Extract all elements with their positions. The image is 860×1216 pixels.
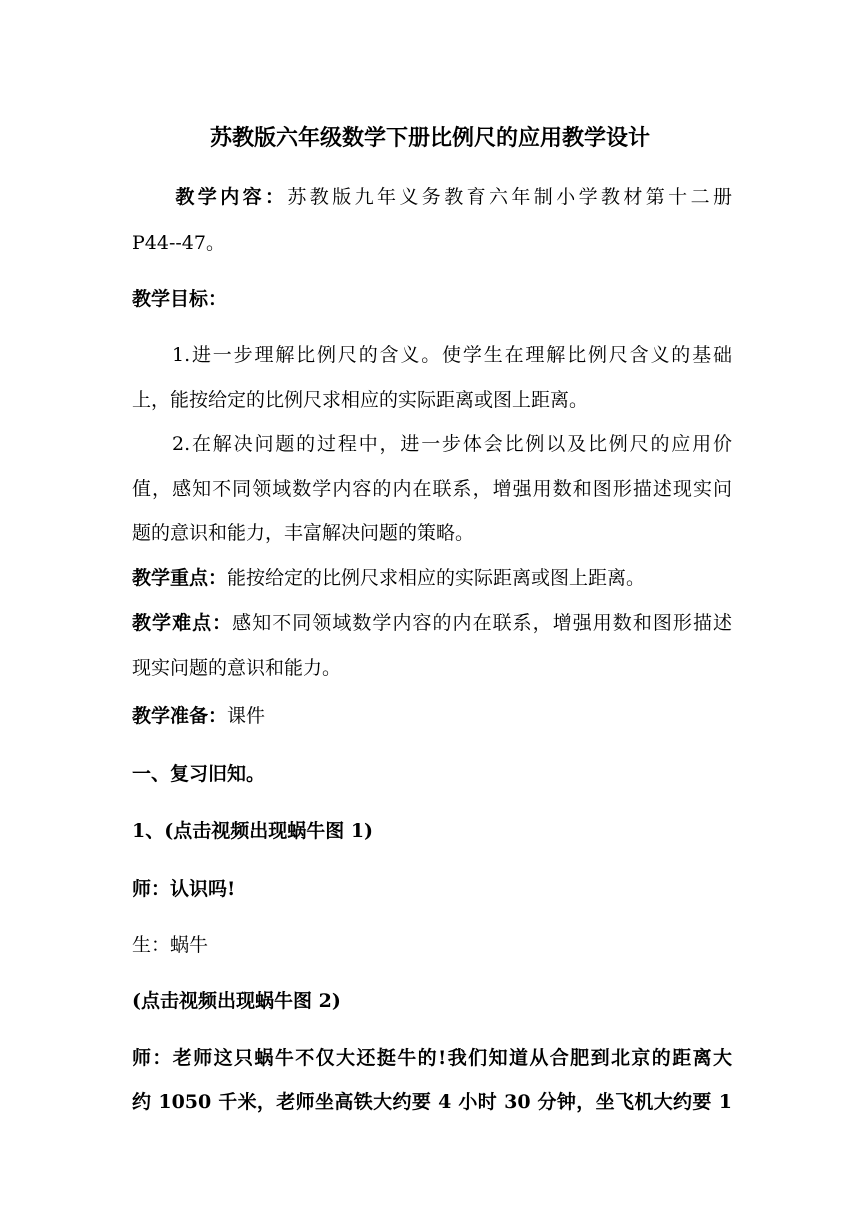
content-label: 教学内容： — [172, 186, 288, 208]
document-title: 苏教版六年级数学下册比例尺的应用教学设计 — [209, 125, 650, 151]
teacher-line-2a: 师：老师这只蜗牛不仅大还挺牛的!我们知道从合肥到北京的距离大 — [132, 1047, 732, 1069]
teacher-line-1: 师：认识吗! — [132, 878, 236, 900]
objective-2-line3: 题的意识和能力，丰富解决问题的策略。 — [132, 522, 475, 544]
key-point-text: 能按给定的比例尺求相应的实际距离或图上距离。 — [227, 567, 646, 589]
content-paragraph — [132, 184, 732, 210]
section1-step2: (点击视频出现蜗牛图 2) — [132, 990, 341, 1012]
preparation-text: 课件 — [227, 705, 266, 727]
section1-heading: 一、复习旧知。 — [132, 763, 266, 785]
objective-1-line2: 上，能按给定的比例尺求相应的实际距离或图上距离。 — [132, 389, 589, 411]
section1-step1: 1、(点击视频出现蜗牛图 1) — [132, 820, 374, 842]
difficult-point-label: 教学难点： — [132, 612, 233, 634]
key-point-label: 教学重点： — [132, 567, 228, 589]
student-line-1: 生：蜗牛 — [132, 934, 209, 956]
objective-2-line2: 值，感知不同领域数学内容的内在联系，增强用数和图形描述现实问 — [132, 478, 732, 500]
difficult-point-paragraph — [132, 610, 732, 636]
preparation-paragraph — [132, 703, 732, 729]
objective-1-line1: 1.进一步理解比例尺的含义。使学生在理解比例尺含义的基础 — [172, 344, 732, 366]
difficult-point-line1: 感知不同领域数学内容的内在联系，增强用数和图形描述 — [232, 612, 732, 634]
objectives-heading: 教学目标： — [132, 288, 228, 310]
difficult-point-line2: 现实问题的意识和能力。 — [132, 657, 342, 679]
preparation-label: 教学准备： — [132, 705, 228, 727]
content-text-line2: P44--47。 — [132, 232, 225, 254]
content-text-line1: 苏教版九年义务教育六年制小学教材第十二册 — [287, 186, 732, 208]
teacher-line-2b: 约 1050 千米，老师坐高铁大约要 4 小时 30 分钟，坐飞机大约要 1 — [132, 1091, 732, 1113]
key-point-paragraph — [132, 565, 732, 591]
objective-2-line1: 2.在解决问题的过程中，进一步体会比例以及比例尺的应用价 — [172, 433, 732, 455]
